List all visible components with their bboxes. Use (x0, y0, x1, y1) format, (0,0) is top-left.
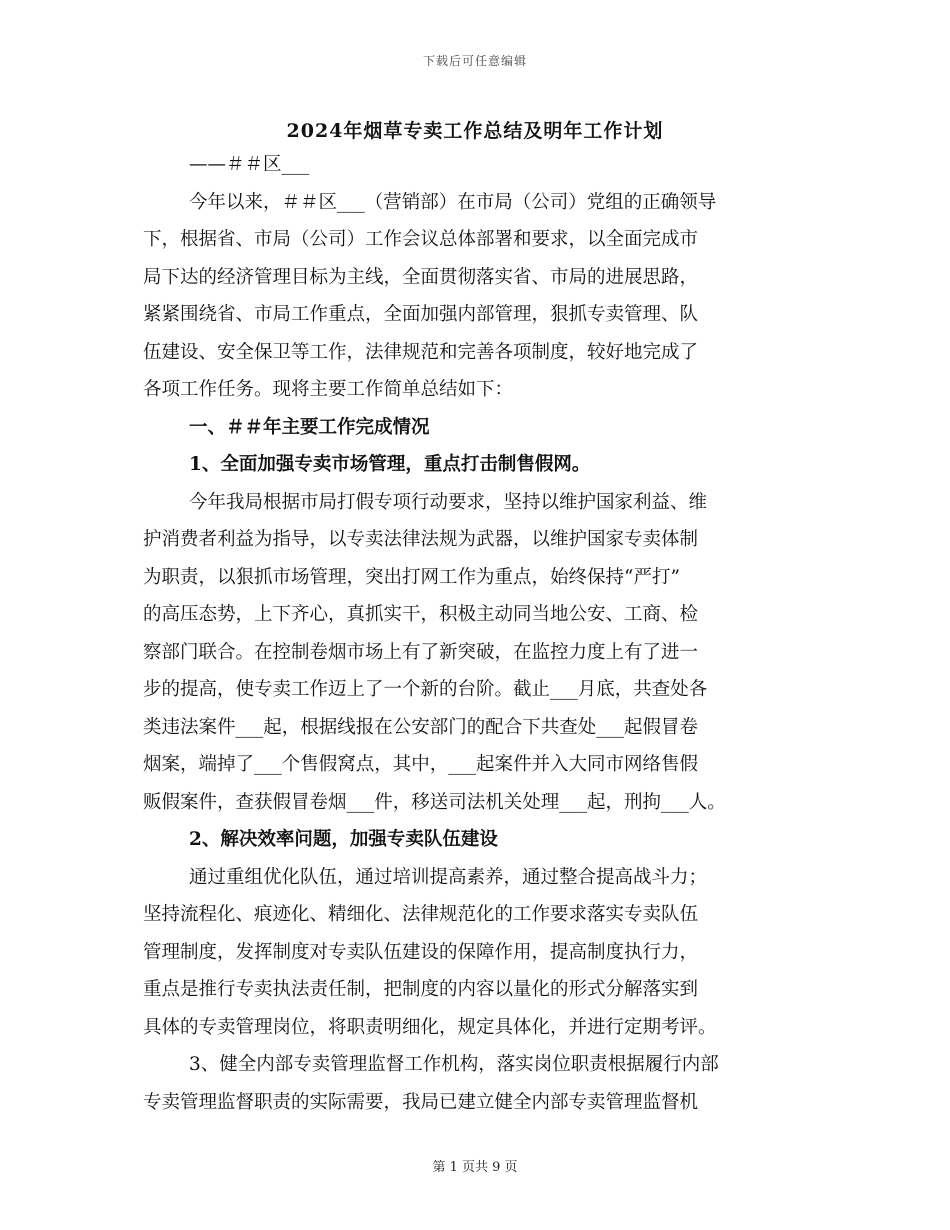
section-heading: 1、全面加强专卖市场管理，重点打击制售假网。 (189, 454, 591, 475)
header-note: 下载后可任意编辑 (422, 54, 527, 68)
body-text-line: 坚持流程化、痕迹化、精细化、法律规范化的工作要求落实专卖队伍 (143, 904, 699, 925)
section-heading: 一、＃＃年主要工作完成情况 (189, 416, 430, 438)
body-text-line: 察部门联合。在控制卷烟市场上有了新突破，在监控力度上有了进一 (143, 641, 699, 663)
body-text-line: 为职责，以狠抓市场管理，突出打网工作为重点，始终保持“严打” (143, 566, 680, 588)
document-body (143, 146, 808, 1121)
body-text-line: 下，根据省、市局（公司）工作会议总体部署和要求，以全面完成市 (143, 229, 699, 250)
body-text-line: 具体的专卖管理岗位，将职责明细化，规定具体化，并进行定期考评。 (143, 1016, 717, 1038)
body-text-line: 局下达的经济管理目标为主线，全面贯彻落实省、市局的进展思路， (143, 266, 699, 288)
body-text-line: ——＃＃区___ (189, 154, 310, 175)
body-text-line: 的高压态势，上下齐心，真抓实干，积极主动同当地公安、工商、检 (143, 604, 699, 625)
body-text-line: 重点是推行专卖执法责任制，把制度的内容以量化的形式分解落实到 (143, 979, 699, 1000)
body-text-line: 护消费者利益为指导，以专卖法律法规为武器，以维护国家专卖体制 (143, 529, 699, 550)
body-text-line: 今年以来，＃＃区___（营销部）在市局（公司）党组的正确领导 (189, 191, 717, 213)
page-footer: 第 1 页共 9 页 (432, 1160, 518, 1175)
document-title: 2024年烟草专卖工作总结及明年工作计划 (286, 120, 664, 142)
body-text-line: 3、健全内部专卖管理监督工作机构，落实岗位职责根据履行内部 (189, 1054, 719, 1075)
body-text-line: 通过重组优化队伍，通过培训提高素养，通过整合提高战斗力； (189, 866, 708, 888)
body-text-line: 紧紧围绕省、市局工作重点，全面加强内部管理，狠抓专卖管理、队 (143, 304, 699, 325)
body-text-line: 今年我局根据市局打假专项行动要求，坚持以维护国家利益、维 (189, 491, 708, 513)
body-text-line: 各项工作任务。现将主要工作简单总结如下： (143, 379, 514, 400)
body-text-line: 烟案，端掉了___个售假窝点，其中，___起案件并入大同市网络售假 (143, 754, 699, 775)
body-text-line: 伍建设、安全保卫等工作，法律规范和完善各项制度，较好地完成了 (143, 341, 699, 363)
body-text-line: 专卖管理监督职责的实际需要，我局已建立健全内部专卖管理监督机 (143, 1091, 699, 1113)
body-text-line: 步的提高，使专卖工作迈上了一个新的台阶。截止___月底，共查处各 (143, 679, 708, 700)
section-heading: 2、解决效率问题，加强专卖队伍建设 (189, 829, 498, 850)
body-text-line: 管理制度，发挥制度对专卖队伍建设的保障作用，提高制度执行力， (143, 941, 699, 963)
body-text-line: 类违法案件___起，根据线报在公安部门的配合下共查处___起假冒卷 (143, 716, 699, 738)
body-text-line: 贩假案件，查获假冒卷烟___件，移送司法机关处理___起，刑拘___人。 (143, 791, 726, 813)
